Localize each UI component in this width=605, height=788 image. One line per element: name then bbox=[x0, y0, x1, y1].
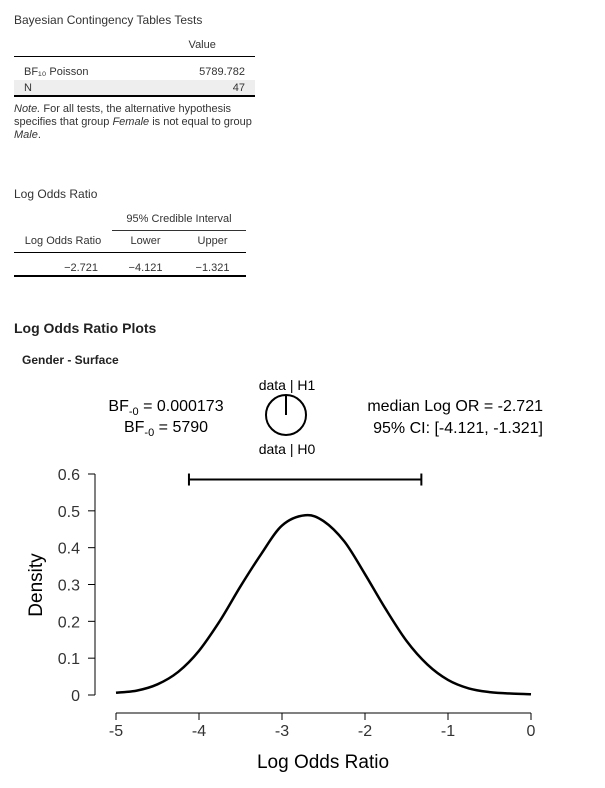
val-lower: −4.121 bbox=[128, 261, 163, 274]
row-value-bf: 5789.782 bbox=[199, 66, 245, 78]
col-log-odds: Log Odds Ratio bbox=[24, 234, 102, 247]
x-tick-label: -4 bbox=[191, 723, 207, 740]
bf-label-1: $BF_{-0} = 0.000173$ bbox=[108, 398, 224, 418]
density-curve bbox=[116, 515, 531, 694]
table1-title: Bayesian Contingency Tables Tests bbox=[14, 13, 203, 27]
val-log-odds: −2.721 bbox=[64, 261, 99, 274]
x-tick-label: -5 bbox=[108, 723, 124, 740]
x-ticks bbox=[109, 713, 536, 740]
pie-bottom-label: data | H0 bbox=[258, 441, 316, 457]
val-upper: −1.321 bbox=[195, 261, 230, 274]
median-label: median Log OR = -2.721 bbox=[367, 398, 543, 415]
x-tick-label: -1 bbox=[440, 723, 456, 740]
row-value-n: 47 bbox=[232, 81, 245, 94]
y-ticks bbox=[58, 467, 95, 705]
y-tick-label: 0.5 bbox=[57, 503, 80, 521]
ci-header: 95% Credible Interval bbox=[112, 208, 246, 230]
y-tick-label: 0.6 bbox=[57, 467, 80, 484]
table1-note: Note. For all tests, the alternative hypothesis specifies that group Female is not equal to group Male. bbox=[14, 103, 252, 141]
y-tick-label: 0 bbox=[71, 688, 80, 705]
x-tick-label: -3 bbox=[274, 723, 290, 740]
x-tick-label: -2 bbox=[357, 723, 373, 740]
col-upper: Upper bbox=[197, 235, 228, 247]
x-tick-label: 0 bbox=[526, 723, 536, 740]
y-tick-label: 0.4 bbox=[57, 540, 80, 558]
plot-subtitle: Gender - Surface bbox=[22, 353, 119, 367]
pie-top-label: data | H1 bbox=[258, 377, 316, 393]
y-tick-label: 0.2 bbox=[57, 614, 80, 632]
row-label-n: N bbox=[24, 81, 32, 94]
x-axis-label: Log Odds Ratio bbox=[256, 752, 390, 773]
ci-label: 95% CI: [-4.121, -1.321] bbox=[373, 420, 543, 437]
y-tick-label: 0.3 bbox=[57, 577, 80, 595]
posterior-plot bbox=[0, 370, 605, 788]
bf-label-2: $BF_{-0} = 5790$ bbox=[123, 419, 209, 439]
bayes-table bbox=[14, 34, 255, 97]
col-lower: Lower bbox=[130, 235, 161, 247]
log-odds-table bbox=[14, 208, 246, 277]
y-tick-label: 0.1 bbox=[57, 651, 80, 669]
table2-title: Log Odds Ratio bbox=[14, 187, 98, 201]
y-axis-label: Density bbox=[26, 553, 47, 617]
row-label-bf: BF₁₀ Poisson bbox=[24, 66, 89, 78]
col-header-value: Value bbox=[188, 38, 216, 51]
plots-heading: Log Odds Ratio Plots bbox=[14, 320, 157, 336]
